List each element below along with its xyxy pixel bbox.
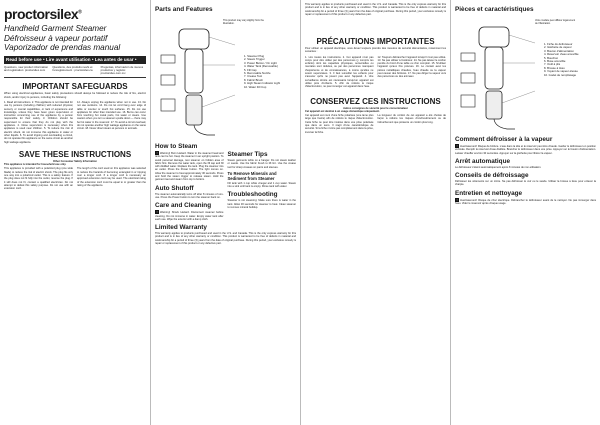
parts-title: Parts and Features — [155, 6, 213, 13]
model-variation-note: This product may vary slightly from the illustration. — [223, 19, 264, 25]
model-title-fr: Défroisseur à vapeur portatif — [4, 33, 108, 43]
parts-list-item: 2. Steam Trigger — [244, 57, 265, 62]
pieces-list-item: 2. Gâchette de vapeur — [544, 45, 572, 50]
warning-icon: ! — [156, 151, 158, 155]
divider — [4, 77, 146, 78]
steamer-illustration-fr — [455, 15, 545, 133]
steamer-diagram — [155, 15, 296, 140]
precautions-title: PRÉCAUTIONS IMPORTANTES — [316, 37, 435, 46]
warranty-continued-text: This warranty applies to products purchased and used in the U.S. and Canada. This is the only express warranty for this product and is in lieu of any other warranty or condition. This product is warranted to be free of defects in material and workmanship for a period of three (3) years from the date of original purchase. During this period, your exclusive remedy is repair or replacement of this product or any defective part. — [305, 3, 446, 16]
page-2-instructions — [150, 0, 300, 425]
safeguards-col-2: 12. Always unplug the appliance when not in use. 13. Do not use outdoors. 14. Do not let cord hang over edge of table or counter or touch hot surfaces. 15. Do not use appliance for other than intended use. 16. Burns can occur from touching hot metal parts, hot water or steam. Use caution when you turn a steamer upside down — there may be hot water in the reservoir. 17. To avoid a circuit overload, do not operate another high wattage appliance on the same circuit. 18. Never direct steam at persons or animals. — [77, 100, 146, 131]
steamer-tips-text: Steam garments while on a hanger. Do not steam leather or suede. Use the fabric brush to lift lint. Use the crease tool for sharp creases on pants and sleeves. — [227, 159, 296, 169]
steamer-illustration — [155, 15, 245, 140]
precautions-intro: Pour utiliser un appareil électrique, vous devez toujours prendre des mesures de sécurité élémentaires, notamment les suivantes : — [305, 47, 446, 54]
conseils-title: Conseils de défroissage — [455, 172, 529, 180]
parts-list-item: 3. Power Button / On Light — [244, 60, 277, 65]
page-4-french-instructions — [450, 0, 600, 425]
fiche-polarisee-text: Cet appareil est muni d'une fiche polarisée (une lame plus large que l'autre) afin de réduire le risque d'électrocution. Cette fiche ne peut être insérée dans une prise polarisée que dans un sens. Il s'agit d'une caractéristique de sécurité. Si la fiche n'entre pas complètement dans la prise, inverser la fiche. — [305, 114, 374, 134]
auto-shutoff-text: The steamer automatically turns off after 8 minutes of non-use. Press the Power button to turn the steamer back on. — [155, 192, 224, 199]
parts-list — [244, 55, 296, 89]
polarized-plug-text: This appliance is provided with a polarized plug (one wide blade) to reduce the risk of electric shock. The plug fits only one way into a polarized outlet. This is a safety feature. If the plug does not fit fully into the outlet, reverse the plug. If it still does not fit, contact a qualified electrician. Do not attempt to defeat this safety purpose. Do not use with an extension cord. — [4, 167, 73, 191]
parts-list-item: 5. Fill Cap — [244, 67, 257, 72]
arret-automatique-title: Arrêt automatique — [455, 157, 511, 165]
precautions-col-1: 1. Lire toutes les instructions. 2. Cet appareil n'est pas conçu pour être utilisé par des personnes (y compris les enfants) dont les capacités physiques, sensorielles ou mentales sont réduites, ou par des personnes manquant d'expérience et de connaissances, à moins qu'elles ne soient supervisées. 3. Il faut surveiller les enfants pour s'assurer qu'ils ne jouent pas avec l'appareil. 4. Une surveillance étroite est nécessaire lorsqu'un appareil est utilisé près d'enfants. 5. Afin de réduire le risque d'électrocution, ne pas immerger cet appareil dans l'eau. — [305, 55, 374, 89]
care-text: ! Warning! Shock Hazard. Disconnect steamer before cleaning. Do not immerse in water. Empty water tank after each use. Wipe the exterior with a damp cloth. — [155, 210, 224, 221]
comment-defroisser-title: Comment défroisser à la vapeur — [455, 136, 553, 143]
troubleshooting-text: Steamer is not steaming: Make sure there is water in the tank. Allow 30 seconds for steamer to heat. Clean steamer to remove mineral buildup. — [227, 199, 296, 210]
brand-logo: proctorsilex® — [4, 6, 82, 22]
safeguards-col-1: 1. Read all instructions. 2. This appliance is not intended for use by persons (including children) with reduced physical, sensory or mental capabilities, or lack of experience and knowledge, unless they have been given supervision or instruction concerning use of the appliance by a person responsible for their safety. 3. Children should be supervised to ensure that they do not play with the appliance. 4. Close supervision is necessary when this appliance is used near children. 5. To reduce the risk of electric shock, do not immerse this appliance in water or other liquids. 6. To avoid tripping and overloading a circuit, do not operate this appliance on the same circuit as another high wattage appliance. — [4, 100, 73, 144]
parts-list-item: 4. Water Tank (Removable) — [244, 64, 278, 69]
safeguards-title: IMPORTANT SAFEGUARDS — [22, 82, 128, 92]
registration-en: Questions, new product information and registration: proctorsilex.com — [4, 64, 48, 72]
read-before-use-bar: Read before use • Lire avant utilisation • Lea antes de usar • — [4, 56, 146, 64]
pieces-list-item: 4. Réservoir d'eau amovible — [544, 52, 579, 57]
registration-fr: Questions, des produits neufs et l'enregistrement : proctorsilex.ca — [52, 64, 93, 72]
warning-icon: ! — [156, 210, 158, 215]
troubleshooting-title: Troubleshooting — [227, 191, 278, 199]
model-title-es: Vaporizador de prendas manual — [4, 43, 121, 52]
pieces-list-item: 1. Fiche du défroisseur — [544, 42, 573, 46]
entretien-text: ! Avertissement! Risque de choc électrique. Débrancher le défroisseur avant de le nettoyer. Ne pas immerger dans l'eau. Vider le réservoir après chaque usage. — [455, 197, 596, 206]
cordon-text: La longueur du cordon de cet appareil a été choisie de façon à réduire les risques d'enchevêtrement ou de trébuchement que présente un cordon plus long. — [377, 114, 446, 124]
warranty-text: This warranty applies to products purchased and used in the U.S. and Canada. This is the only express warranty for this product and is in lieu of any other warranty or condition. This product is warranted to be free of defects in material and workmanship for a period of three (3) years from the date of original purchase. During this period, your exclusive remedy is repair or replacement of this product or any defective part. — [155, 232, 296, 246]
conserve-instructions-title: CONSERVEZ CES INSTRUCTIONS — [310, 96, 441, 106]
extension-cord-text: The length of the cord used on this appliance was selected to reduce the hazards of becoming entangled in or tripping over a longer cord. If a longer cord is necessary an approved extension cord may be used. The electrical rating of the extension cord must be equal to or greater than the rating of the appliance. — [77, 167, 146, 187]
arret-automatique-text: Le défroisseur s'éteint automatiquement après 8 minutes de non-utilisation. — [455, 165, 542, 169]
comment-defroisser-text: ! Avertissement! Risque de brûlure. L'eau dans la tête et le réservoir peut être chaude. Garder le défroisseur en position verticale. Remplir le réservoir d'eau distillée. Brancher le défroisseur dans une prise. Appuyer sur le bouton d'alimentation. Laisser chauffer environ 30 secondes. Appuyer sur la gâchette pour libérer la vapeur. — [455, 144, 596, 155]
precautions-col-2: 12. Toujours débrancher l'appareil lorsqu'il n'est pas utilisé. 13. Ne pas utiliser à l'extérieur. 14. Ne pas laisser le cordon pendre du bord d'une table ou d'un comptoir. 15. N'utiliser l'appareil qu'aux fins prévues. 16. Le contact avec les pièces métalliques chaudes, l'eau chaude ou la vapeur peut causer des brûlures. 17. Ne pas diriger la vapeur vers des personnes ou des animaux. — [377, 55, 446, 79]
descale-text: Fill tank with 1 cup white vinegar and 1 cup water. Steam into a sink until tank is empty. Rinse tank with water. — [227, 181, 296, 189]
pieces-list-item: 6. Buse amovible — [544, 59, 566, 64]
conserve-instructions-sub: Autres consignes de sécurité pour le consommateur — [343, 106, 408, 110]
parts-list-item: 9. High Steam Indicator Light — [244, 81, 281, 86]
parts-list-item: 10. Water Fill Cup — [244, 84, 267, 89]
warranty-title: Limited Warranty — [155, 224, 207, 232]
pieces-list-item: 3. Bouton d'alimentation — [544, 48, 574, 53]
parts-list-item: 1. Steamer Plug — [244, 54, 265, 58]
save-instructions-title: SAVE THESE INSTRUCTIONS — [18, 149, 132, 159]
model-title — [4, 24, 146, 53]
registration-es: Preguntas, información de nuevos productos y registro: proctorsilex.com.mx — [100, 64, 144, 76]
conseils-text: Défroisser les vêtements sur un cintre. Ne pas défroisser le cuir ou le suède. Utiliser la brosse à tissu pour enlever la charpie. — [455, 180, 596, 187]
pieces-title: Pièces et caractéristiques — [455, 6, 534, 13]
warning-icon: ! — [456, 197, 458, 202]
parts-list-item: 8. Fabric Brush — [244, 77, 263, 82]
model-title-en: Handheld Garment Steamer — [4, 24, 107, 33]
care-title: Care and Cleaning — [155, 202, 212, 210]
entretien-title: Entretien et nettoyage — [455, 189, 523, 197]
page-3-precautions — [300, 0, 450, 425]
pieces-list-item: 7. Outil à plis — [544, 62, 561, 67]
save-instructions-sub: Other Consumer Safety Information — [53, 159, 97, 163]
registration-info — [4, 66, 146, 76]
model-variation-note-fr: Votre modèle peut différer légèrement de l'illustration. — [535, 19, 576, 25]
pieces-list — [544, 43, 596, 77]
steamer-tips-title: Steamer Tips — [227, 151, 268, 158]
pieces-list-item: 5. Bouchon — [544, 55, 559, 60]
pieces-list-item: 9. Voyant de vapeur élevée — [544, 69, 578, 74]
domestic-use-note: Cet appareil est destiné à un usage domestique uniquement. — [305, 109, 380, 113]
safeguards-intro: When using electrical appliances, basic safety precautions should always be followed to reduce the risk of fire, electric shock, and/or injury to persons, including the following: — [4, 92, 146, 99]
how-to-steam-title: How to Steam — [155, 143, 198, 150]
pieces-list-item: 8. Brosse à tissu — [544, 65, 565, 70]
household-use-note: This appliance is intended for household use only. — [4, 163, 67, 167]
steamer-diagram-fr — [455, 15, 596, 133]
parts-list-item: 7. Crease Tool — [244, 74, 262, 79]
warning-icon: ! — [456, 144, 458, 148]
how-to-steam-text: ! Warning! Burn Hazard. Water in the steamer head and tank can be hot. Keep the steamer in an upright position. To avoid personal damage, test steamer on hidden area of fabric first. Remove the water tank, open the fill cap and fill with distilled water. Replace the tank. Plug the steamer into an outlet. Press the Power button. The light comes on. Allow the steamer to heat approximately 30 seconds. Press and hold the steam trigger to release steam. Hold the garment taut and steam from top to bottom. — [155, 151, 224, 182]
auto-shutoff-title: Auto Shutoff — [155, 184, 194, 192]
parts-list-item: 6. Removable Nozzle — [244, 71, 271, 76]
pieces-list-item: 10. Godet de remplissage — [544, 72, 577, 77]
page-1-cover — [0, 0, 150, 425]
descale-title: To Remove Minerals and Sediment from Steamer — [227, 170, 277, 181]
